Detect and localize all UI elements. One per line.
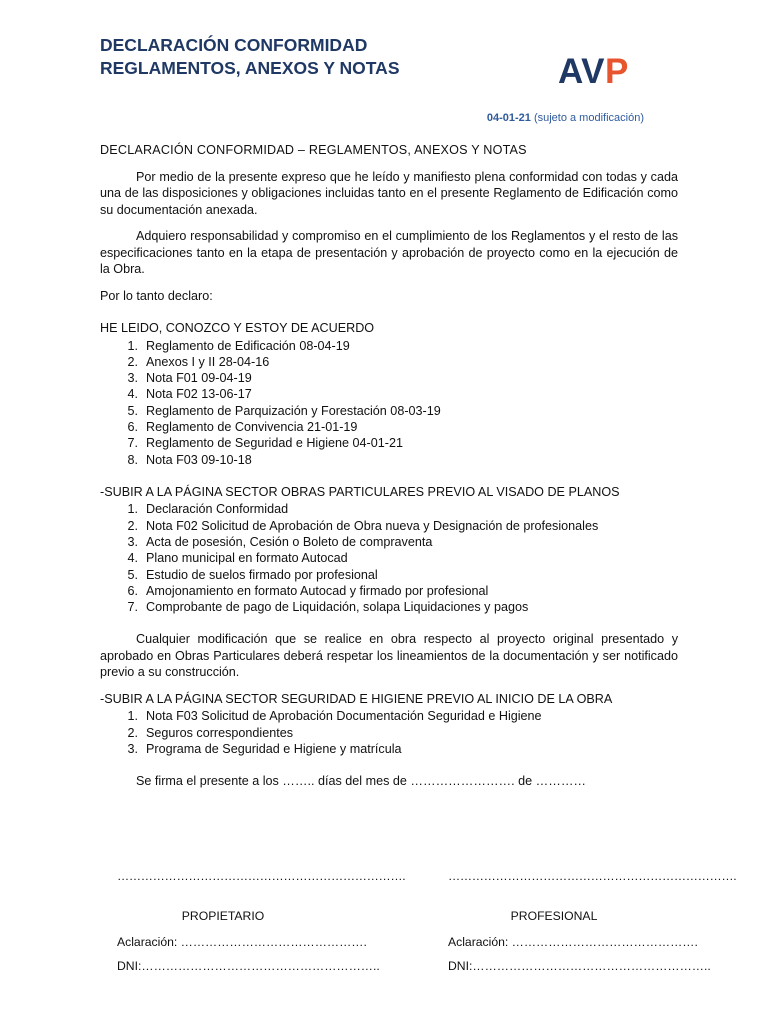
list-item-text: Nota F03 09-10-18: [146, 452, 252, 467]
list-item-text: Nota F02 13-06-17: [146, 387, 252, 402]
list-item-text: Amojonamiento en formato Autocad y firmado por profesional: [146, 583, 489, 598]
list-item-number: 3.: [127, 742, 138, 757]
list-item-number: 8.: [127, 452, 138, 467]
logo-p: P: [605, 52, 629, 91]
list-item-text: Reglamento de Seguridad e Higiene 04-01-21: [146, 436, 403, 451]
professional-role-label: PROFESIONAL: [510, 909, 598, 923]
list-item-text: Reglamento de Convivencia 21-01-19: [146, 419, 358, 434]
list-item-text: Anexos I y II 28-04-16: [146, 354, 270, 369]
list-item-number: 1.: [127, 502, 138, 517]
avp-logo: [558, 52, 629, 92]
professional-dni: DNI:…………………………………………………..: [448, 959, 711, 973]
list-item-number: 4.: [127, 551, 138, 566]
date-value: 04-01-21: [486, 112, 531, 124]
list-item-number: 7.: [127, 436, 138, 451]
professional-signature-line: ……………………………………………………………….: [448, 869, 737, 883]
section-title-seguridad: -SUBIR A LA PÁGINA SECTOR SEGURIDAD E HIGIENE PREVIO AL INICIO DE LA OBRA: [100, 691, 613, 706]
list-item-text: Programa de Seguridad e Higiene y matrícula: [146, 742, 402, 757]
list-item-number: 6.: [127, 583, 138, 598]
list-item: [100, 534, 678, 550]
list-item: [100, 599, 678, 615]
list-item-number: 5.: [127, 567, 138, 582]
list-item: [100, 403, 678, 419]
owner-role-label: PROPIETARIO: [181, 909, 265, 923]
list-item-number: 1.: [127, 709, 138, 724]
list-item: [100, 725, 678, 741]
paragraph-modifications: Cualquier modificación que se realice en obra respecto al proyecto original presentado y aprobado en Obras Particulares deberá respetar los lineamientos de la documentación y ser notificado previo a su construcción.: [100, 632, 678, 680]
list-item-number: 3.: [127, 371, 138, 386]
logo-av: AV: [558, 52, 606, 91]
list-item: [100, 708, 678, 724]
date-note: (sujeto a modificación): [533, 112, 644, 124]
section-title-obras: -SUBIR A LA PÁGINA SECTOR OBRAS PARTICULARES PREVIO AL VISADO DE PLANOS: [100, 484, 620, 499]
list-item-number: 6.: [127, 419, 138, 434]
list-item: [100, 354, 678, 370]
list-item: [100, 435, 678, 451]
list-item: [100, 386, 678, 402]
owner-aclaracion: Aclaración: ……………………………………….: [117, 935, 367, 949]
document-heading: DECLARACIÓN CONFORMIDAD – REGLAMENTOS, ANEXOS Y NOTAS: [100, 143, 527, 157]
list-item-number: 3.: [127, 534, 138, 549]
list-item: [100, 452, 678, 468]
list-item-number: 1.: [127, 338, 138, 353]
signing-date-line: Se firma el presente a los …….. días del mes de ……………………. de …………: [136, 774, 587, 789]
list-item-text: Nota F02 Solicitud de Aprobación de Obra nueva y Designación de profesionales: [146, 518, 599, 533]
list-item-text: Comprobante de pago de Liquidación, solapa Liquidaciones y pagos: [146, 600, 529, 615]
seguridad-upload-list: [100, 708, 678, 757]
paragraph-responsibility: Adquiero responsabilidad y compromiso en el cumplimiento de los Reglamentos y el resto de las especificaciones tanto en la etapa de presentación y aprobación de proyecto como en la ejecución de la Obra.: [100, 229, 678, 276]
list-item-number: 7.: [127, 600, 138, 615]
section-title-agreement: HE LEIDO, CONOZCO Y ESTOY DE ACUERDO: [100, 321, 375, 335]
list-item-text: Reglamento de Parquización y Forestación 08-03-19: [146, 403, 441, 418]
list-item-number: 2.: [127, 518, 138, 533]
owner-dni: DNI:…………………………………………………..: [117, 959, 380, 973]
list-item-text: Seguros correspondientes: [146, 725, 294, 740]
list-item-text: Acta de posesión, Cesión o Boleto de compraventa: [146, 534, 433, 549]
list-item: [100, 501, 678, 517]
list-item: [100, 518, 678, 534]
header-title: [100, 34, 400, 80]
owner-signature-line: ……………………………………………………………….: [117, 869, 406, 883]
agreement-list: [100, 338, 678, 468]
list-item: [100, 567, 678, 583]
paragraph-conformity: Por medio de la presente expreso que he leído y manifiesto plena conformidad con todas y cada una de las disposiciones y obligaciones incluidas tanto en el presente Reglamento de Edificación como su documentación anexada.: [100, 169, 678, 217]
list-item-text: Nota F01 09-04-19: [146, 371, 252, 386]
list-item: [100, 550, 678, 566]
obras-upload-list: [100, 501, 678, 615]
list-item-number: 2.: [127, 725, 138, 740]
owner-signature-block: [117, 869, 406, 973]
list-item: [100, 419, 678, 435]
header-title-line1: DECLARACIÓN CONFORMIDAD: [100, 35, 368, 55]
list-item-number: 2.: [127, 354, 138, 369]
list-item: [100, 583, 678, 599]
list-item-text: Reglamento de Edificación 08-04-19: [146, 338, 350, 353]
professional-signature-block: [448, 869, 737, 973]
professional-aclaracion: Aclaración: ……………………………………….: [448, 935, 698, 949]
list-item-number: 5.: [127, 403, 138, 418]
document-body: [100, 142, 678, 790]
revision-date: [487, 112, 644, 124]
list-item: [100, 338, 678, 354]
declaration-intro: Por lo tanto declaro:: [100, 288, 213, 303]
list-item-text: Nota F03 Solicitud de Aprobación Documentación Seguridad e Higiene: [146, 709, 542, 724]
list-item-text: Plano municipal en formato Autocad: [146, 551, 348, 566]
list-item-text: Declaración Conformidad: [146, 502, 289, 517]
list-item-text: Estudio de suelos firmado por profesional: [146, 567, 378, 582]
list-item-number: 4.: [127, 387, 138, 402]
header-title-line2: REGLAMENTOS, ANEXOS Y NOTAS: [100, 58, 400, 78]
list-item: [100, 741, 678, 757]
list-item: [100, 370, 678, 386]
